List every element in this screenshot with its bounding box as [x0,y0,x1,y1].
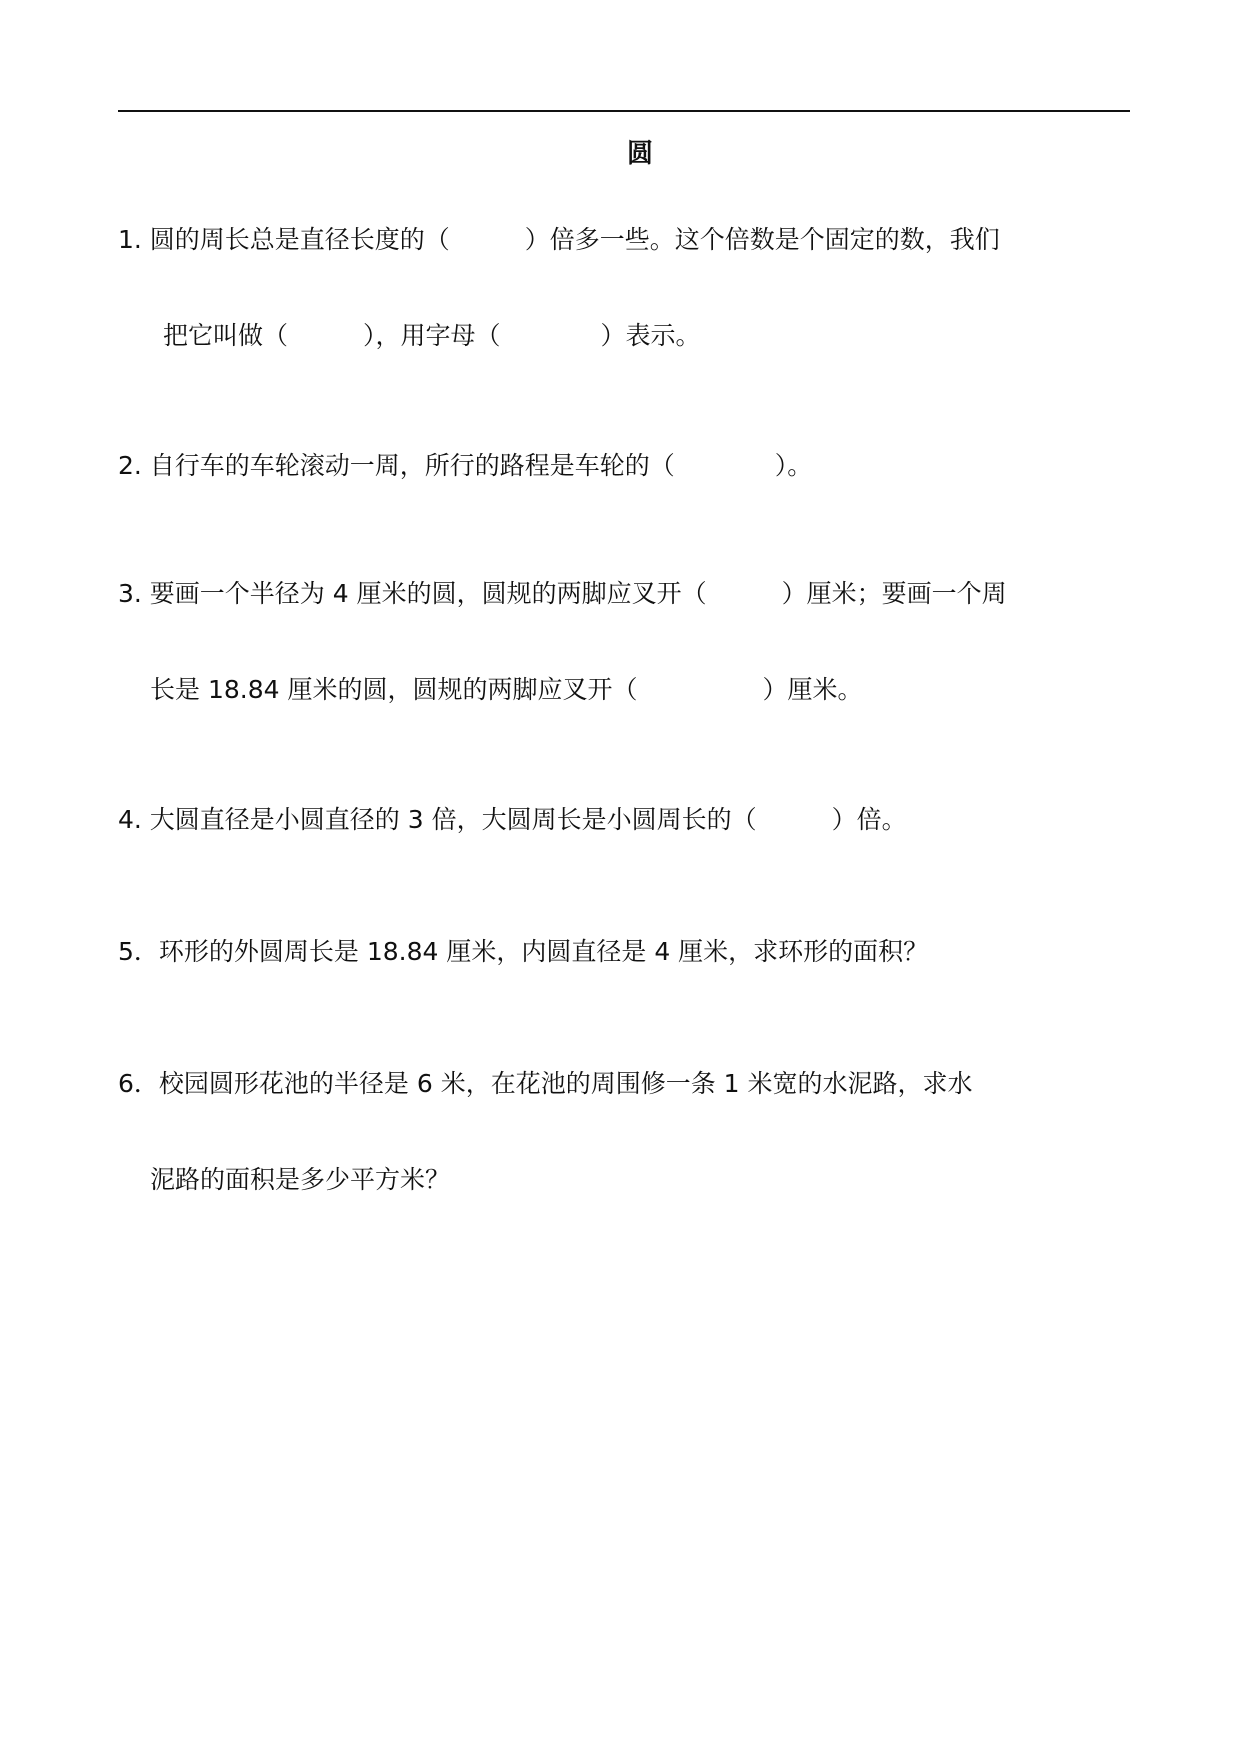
question-3-line-1: 3. 要画一个半径为 4 厘米的圆，圆规的两脚应叉开（ ）厘米；要画一个周 [118,579,1007,608]
page-title: 圆 [626,139,653,169]
question-3-line-2: 长是 18.84 厘米的圆，圆规的两脚应叉开（ ）厘米。 [150,675,863,704]
question-4-line-1: 4. 大圆直径是小圆直径的 3 倍，大圆周长是小圆周长的（ ）倍。 [118,805,907,834]
header-rule [118,110,1130,112]
question-1-line-1: 1. 圆的周长总是直径长度的（ ）倍多一些。这个倍数是个固定的数，我们 [118,225,1000,254]
question-2-line-1: 2. 自行车的车轮滚动一周，所行的路程是车轮的（ ）。 [118,451,813,480]
question-6-line-1: 6．校园圆形花池的半径是 6 米，在花池的周围修一条 1 米宽的水泥路，求水 [118,1069,973,1098]
question-6-line-2: 泥路的面积是多少平方米？ [150,1165,451,1194]
question-1-line-2: 把它叫做（ ），用字母（ ）表示。 [163,321,701,350]
question-5-line-1: 5．环形的外圆周长是 18.84 厘米，内圆直径是 4 厘米，求环形的面积？ [118,937,929,966]
